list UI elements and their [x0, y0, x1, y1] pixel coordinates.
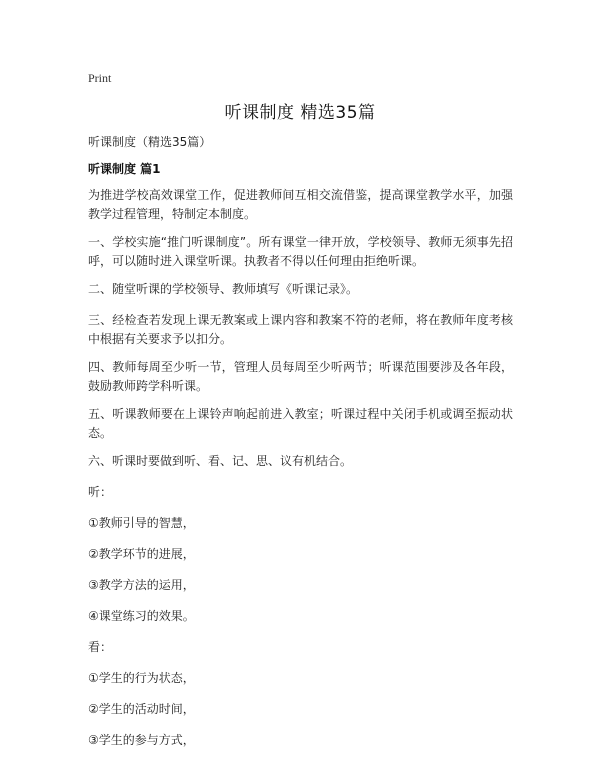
paragraph-rule-6: 六、听课时要做到听、看、记、思、议有机结合。	[88, 454, 353, 468]
list-item: ②教学环节的进展，	[88, 547, 195, 561]
document-subtitle: 听课制度（精选35篇）	[88, 135, 212, 149]
paragraph-rule-3: 三、经检查若发现上课无教案或上课内容和教案不符的老师，将在教师年度考核中根据有关要求予以扣分。	[88, 313, 513, 346]
paragraph-intro: 为推进学校高效课堂工作，促进教师间互相交流借鉴，提高课堂教学水平，加强教学过程管理，特制定本制度。	[88, 188, 513, 221]
paragraph-watch-heading: 看：	[88, 640, 113, 654]
paragraph-rule-4: 四、教师每周至少听一节，管理人员每周至少听两节；听课范围要涉及各年段，鼓励教师跨学科听课。	[88, 360, 513, 393]
list-item: ②学生的活动时间，	[88, 702, 195, 716]
list-item: ④课堂练习的效果。	[88, 609, 195, 623]
list-item: ③教学方法的运用，	[88, 578, 195, 592]
list-item: ①教师引导的智慧，	[88, 516, 195, 530]
paragraph-rule-2: 二、随堂听课的学校领导、教师填写《听课记录》。	[88, 282, 359, 296]
document-title: 听课制度 精选35篇	[224, 103, 376, 123]
list-item: ①学生的行为状态，	[88, 671, 195, 685]
list-item: ③学生的参与方式，	[88, 733, 195, 747]
print-link[interactable]: Print	[88, 71, 112, 85]
paragraph-rule-1: 一、学校实施“推门听课制度”。所有课堂一律开放，学校领导、教师无须事先招呼，可以随时进入课堂听课。执教者不得以任何理由拒绝听课。	[88, 235, 513, 268]
document-body	[88, 133, 513, 762]
paragraph-rule-5: 五、听课教师要在上课铃声响起前进入教室；听课过程中关闭手机或调至振动状态。	[88, 407, 513, 440]
section-heading: 听课制度 篇1	[88, 162, 161, 176]
paragraph-listen-heading: 听：	[88, 485, 113, 499]
